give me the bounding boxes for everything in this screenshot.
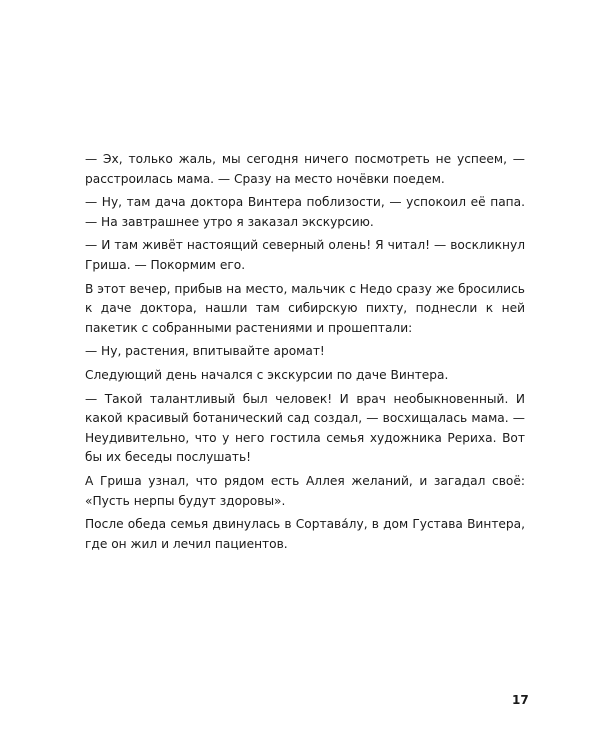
page-number: 17 [512,693,529,707]
paragraph: Следующий день начался с экскурсии по даче Винтера. [85,367,449,382]
paragraph: После обеда семья двинулась в Сортава́лу, в дом Густава Винтера, где он жил и лечил пациентов. [85,517,525,551]
paragraph: А Гриша узнал, что рядом есть Аллея желаний, и загадал своё: «Пусть нерпы будут здоровы». [85,473,525,508]
paragraph: — Ну, там дача доктора Винтера поблизости, — успокоил её папа. — На завтрашнее утро я заказал экскурсию. [85,195,525,229]
paragraph: — И там живёт настоящий северный олень! Я читал! — воскликнул Гриша. — Покормим его. [85,238,525,272]
paragraph: — Эх, только жаль, мы сегодня ничего посмотреть не успеем, — расстроилась мама. — Сразу на место ночёвки поедем. [85,152,525,186]
paragraph: — Такой талантливый был человек! И врач необыкновенный. И какой красивый ботанический сад создал, — восхищалась мама. — Неудивительно, что у него гостила семья художника Рериха. Вот бы их беседы послушать! [85,391,525,465]
paragraph: — Ну, растения, впитывайте аромат! [85,344,325,359]
body-text [85,150,525,558]
paragraph: В этот вечер, прибыв на место, мальчик с Недо сразу же бросились к даче доктора, нашли там сибирскую пихту, поднесли к ней пакетик с собранными растениями и прошептали: [85,281,525,335]
